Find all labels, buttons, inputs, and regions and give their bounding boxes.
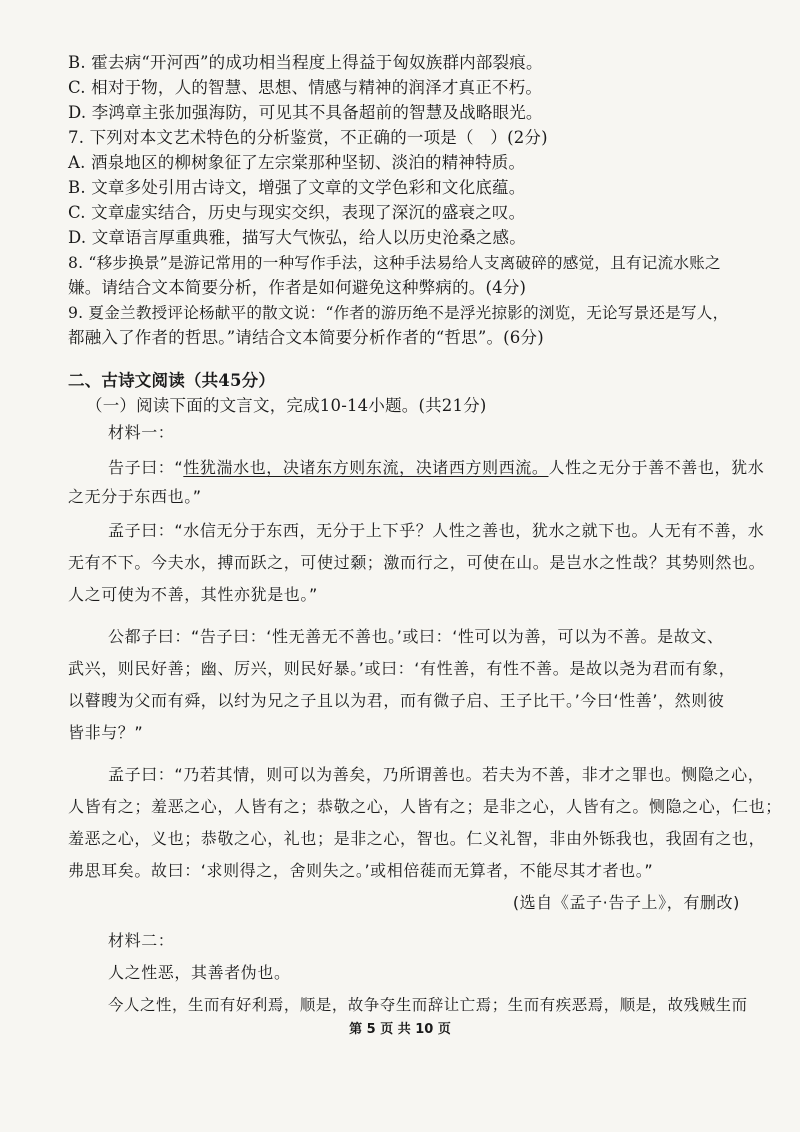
q7-option-c: C. 文章虚实结合，历史与现实交织，表现了深沉的盛衰之叹。 [68, 203, 526, 222]
paragraph-1-line-2: 之无分于东西也。” [68, 487, 202, 506]
paragraph-3-line-1: 公都子曰：“告子曰：‘性无善无不善也。’或曰：‘性可以为善，可以为不善。是故文、 [108, 627, 724, 646]
paragraph-2-line-3: 人之可使为不善，其性亦犹是也。” [68, 585, 318, 604]
q9-line-2: 都融入了作者的哲思。”请结合文本简要分析作者的“哲思”。(6分) [68, 328, 544, 347]
p1-rest: 人性之无分于善不善也，犹水 [548, 458, 765, 477]
material-2-line-1: 人之性恶，其善者伪也。 [108, 963, 291, 982]
q8-line-1: 8. “移步换景”是游记常用的一种写作手法，这种手法易给人支离破碎的感觉，且有记流水账之 [68, 254, 721, 272]
paragraph-2-line-1: 孟子曰：“水信无分于东西，无分于上下乎？人性之善也，犹水之就下也。人无有不善，水 [108, 521, 765, 540]
paragraph-3-line-4: 皆非与？” [68, 723, 144, 742]
section-title: 二、古诗文阅读（共45分） [68, 371, 276, 390]
q7-option-a: A. 酒泉地区的柳树象征了左宗棠那种坚韧、淡泊的精神特质。 [68, 153, 526, 172]
paragraph-4-line-3: 羞恶之心，义也；恭敬之心，礼也；是非之心，智也。仁义礼智，非由外铄我也，我固有之也， [68, 829, 766, 848]
paragraph-4-line-4: 弗思耳矣。故曰：‘求则得之，舍则失之。’或相倍蓰而无算者，不能尽其才者也。” [68, 861, 654, 880]
page-footer: 第 5 页 共 10 页 [349, 1022, 451, 1037]
paragraph-4-line-1: 孟子曰：“乃若其情，则可以为善矣，乃所谓善也。若夫为不善，非才之罪也。恻隐之心， [108, 765, 765, 784]
q7-stem: 7. 下列对本文艺术特色的分析鉴赏，不正确的一项是（ ）(2分) [68, 128, 548, 147]
q6-option-b: B. 霍去病“开河西”的成功相当程度上得益于匈奴族群内部裂痕。 [68, 53, 543, 72]
paragraph-1-line-1 [108, 457, 764, 479]
source-citation: (选自《孟子·告子上》，有删改) [512, 893, 740, 912]
subsection-title: （一）阅读下面的文言文，完成10-14小题。(共21分) [86, 396, 487, 415]
p1-underlined-text: 性犹湍水也，决诸东方则东流，决诸西方则西流。 [183, 458, 549, 477]
q6-option-d: D. 李鸿章主张加强海防，可见其不具备超前的智慧及战略眼光。 [68, 103, 543, 122]
q8-line-2: 嫌。请结合文本简要分析，作者是如何避免这种弊病的。(4分) [68, 278, 527, 297]
material-1-label: 材料一： [108, 423, 175, 442]
paragraph-3-line-3: 以瞽瞍为父而有舜，以纣为兄之子且以为君，而有微子启、王子比干。’今曰‘性善’，然则彼 [68, 691, 725, 710]
q7-option-d: D. 文章语言厚重典雅，描写大气恢弘，给人以历史沧桑之感。 [68, 228, 526, 247]
paragraph-4-line-2: 人皆有之；羞恶之心，人皆有之；恭敬之心，人皆有之；是非之心，人皆有之。恻隐之心，仁也； [68, 797, 782, 816]
material-2-label: 材料二： [108, 931, 175, 950]
q6-option-c: C. 相对于物，人的智慧、思想、情感与精神的润泽才真正不朽。 [68, 78, 543, 97]
p1-prefix: 告子曰：“ [108, 458, 184, 477]
paragraph-2-line-2: 无有不下。今夫水，搏而跃之，可使过颡；激而行之，可使在山。是岂水之性哉？其势则然也。 [68, 553, 766, 572]
q7-option-b: B. 文章多处引用古诗文，增强了文章的文学色彩和文化底蕴。 [68, 178, 526, 197]
paragraph-3-line-2: 武兴，则民好善；幽、厉兴，则民好暴。’或曰：‘有性善，有性不善。是故以尧为君而有象， [68, 659, 736, 678]
q9-line-1: 9. 夏金兰教授评论杨献平的散文说：“作者的游历绝不是浮光掠影的浏览，无论写景还是写人， [68, 304, 729, 322]
material-2-line-2: 今人之性，生而有好利焉，顺是，故争夺生而辞让亡焉；生而有疾恶焉，顺是，故残贼生而 [108, 996, 748, 1014]
